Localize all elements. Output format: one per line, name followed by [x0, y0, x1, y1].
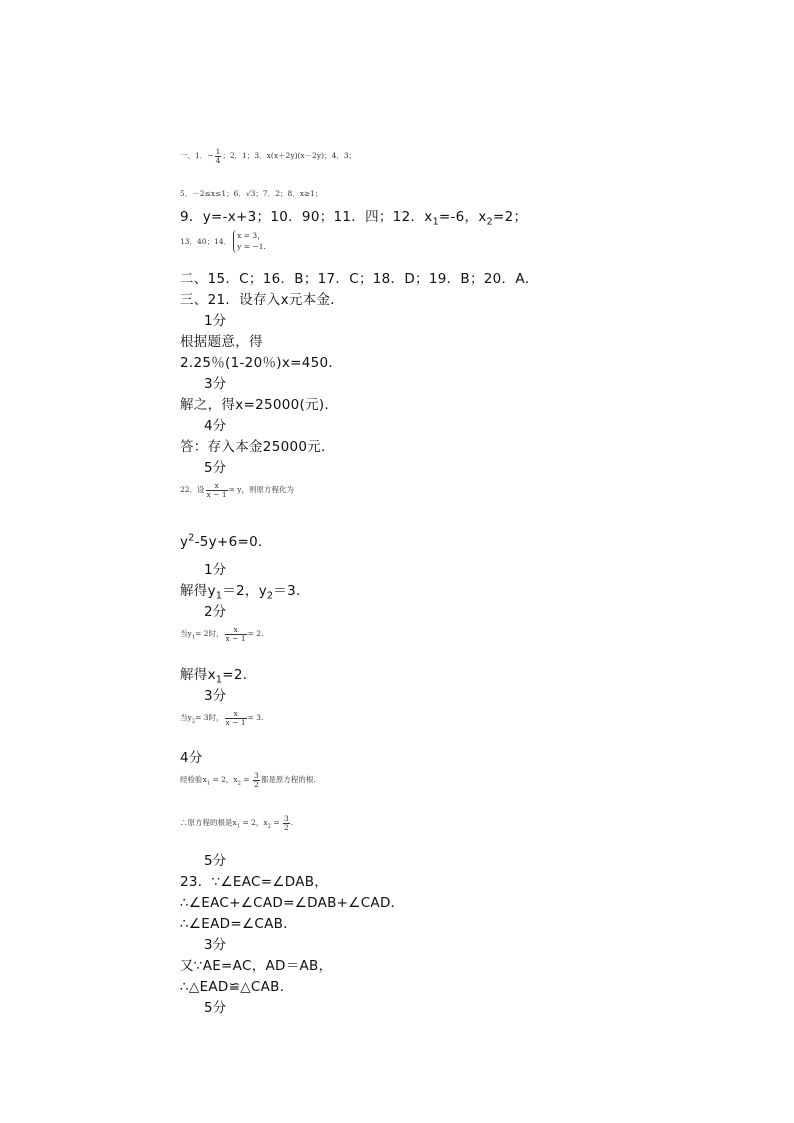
- q21-setup: 三、21．设存入x元本金．: [180, 292, 345, 308]
- numerator: x: [225, 626, 247, 635]
- score-mark: 5分: [204, 853, 227, 869]
- subscript: 1: [432, 216, 439, 228]
- subscript: 1: [215, 674, 223, 686]
- text: ；2．1；3．x(x＋2y)(x－2y)；4．3；: [222, 151, 357, 160]
- subscript: 1: [191, 634, 196, 641]
- subscript: 2: [237, 780, 241, 787]
- superscript: 2: [188, 532, 195, 544]
- q22-substitution: [180, 482, 294, 498]
- denominator: 4: [215, 155, 221, 165]
- denominator: x − 1: [225, 717, 246, 727]
- fraction: [225, 626, 247, 642]
- score-mark: 4分: [180, 750, 203, 766]
- denominator: x − 1: [206, 489, 227, 499]
- numerator: 3: [284, 814, 289, 823]
- text: = 2时，: [195, 629, 224, 638]
- numerator: 1: [215, 147, 221, 156]
- q21-equation: 2.25％(1-20％)x=450．: [180, 355, 343, 371]
- text: 当y: [180, 713, 192, 722]
- numerator: 3: [254, 771, 259, 780]
- q22-roots: [180, 579, 310, 602]
- text: ∴原方程的根是x: [180, 818, 237, 827]
- text: 22．设: [180, 485, 205, 494]
- score-mark: 5分: [204, 1000, 227, 1016]
- q23-conclusion: ∴△EAD≌△CAB．: [180, 979, 294, 995]
- answer-line-5-8: 5．－2≤x≤1；6．√3；7．2；8．x≥1；: [180, 189, 323, 198]
- text: = 2.: [247, 629, 264, 638]
- fraction: [253, 772, 260, 788]
- q23-step-2: ∴∠EAD=∠CAB．: [180, 916, 297, 932]
- q23-step-3: 又∵AE=AC，AD＝AB，: [180, 958, 333, 974]
- text: 都是原方程的根.: [260, 775, 316, 784]
- subscript: 1: [206, 780, 211, 787]
- numerator: x: [206, 482, 228, 491]
- answer-line-9-12: [180, 205, 527, 228]
- score-mark: 3分: [204, 376, 227, 392]
- subscript: 2: [266, 590, 274, 602]
- answer-line-13-14: [180, 230, 266, 253]
- section-2-answers: 二、15．C；16．B；17．C；18．D；19．B；20．A．: [180, 271, 539, 287]
- text: 一、1．: [180, 151, 208, 160]
- text: =2．: [222, 667, 257, 683]
- denominator: 2: [284, 822, 289, 832]
- subscript: 1: [215, 590, 223, 602]
- text: ＝2，y: [222, 583, 267, 599]
- q23-given: 23．∵∠EAC=∠DAB，: [180, 874, 329, 890]
- numerator: x: [225, 710, 247, 719]
- text: = y，则原方程化为: [228, 485, 295, 494]
- score-mark: 1分: [204, 562, 227, 578]
- q22-quadratic: [180, 530, 272, 550]
- subscript: 1: [236, 823, 241, 830]
- q22-solution-1: [180, 663, 257, 686]
- denominator: 2: [254, 779, 259, 789]
- q21-solution: 解之，得x=25000(元)．: [180, 397, 339, 413]
- text: 13．40；14．: [180, 236, 232, 246]
- q22-case-1: [180, 626, 263, 642]
- fraction: [225, 710, 247, 726]
- text: 9．y=-x+3；10．90；11．四；12．x: [180, 209, 433, 225]
- score-mark: 5分: [204, 460, 227, 476]
- answer-line-1-8a: [180, 148, 356, 164]
- q21-step: 根据题意，得: [180, 334, 263, 350]
- text: ＝3．: [273, 583, 310, 599]
- text: 当y: [180, 629, 192, 638]
- equation-row: y = −1.: [237, 242, 266, 252]
- text: 经检验x: [180, 775, 207, 784]
- q21-answer: 答：存入本金25000元．: [180, 439, 335, 455]
- text: y: [180, 534, 189, 550]
- text: = 2，x: [210, 775, 238, 784]
- q22-verification: [180, 772, 316, 788]
- score-mark: 2分: [204, 604, 227, 620]
- subscript: 2: [191, 718, 196, 725]
- text: = 3.: [247, 713, 264, 722]
- text: =: [270, 818, 283, 827]
- subscript: 2: [486, 216, 493, 228]
- text: -5y+6=0．: [194, 534, 272, 550]
- equation-row: x = 3，: [237, 231, 265, 240]
- score-mark: 4分: [204, 418, 227, 434]
- text: =-6，x: [438, 209, 487, 225]
- text: .: [290, 818, 294, 827]
- text: 解得x: [180, 667, 216, 683]
- text: = 3时，: [195, 713, 224, 722]
- score-mark: 3分: [204, 688, 227, 704]
- score-mark: 3分: [204, 937, 227, 953]
- equation-system: [233, 230, 266, 253]
- text: =2；: [492, 209, 528, 225]
- subscript: 2: [267, 823, 271, 830]
- text: =: [240, 775, 253, 784]
- q22-conclusion: [180, 815, 293, 831]
- q22-case-2: [180, 710, 263, 726]
- denominator: x − 1: [225, 633, 246, 643]
- text: = 2，x: [240, 818, 268, 827]
- q23-step-1: ∴∠EAC+∠CAD=∠DAB+∠CAD．: [180, 895, 405, 911]
- fraction: [215, 148, 222, 164]
- text: 解得y: [180, 583, 216, 599]
- fraction: [206, 482, 228, 498]
- fraction: [283, 815, 290, 831]
- score-mark: 1分: [204, 313, 227, 329]
- minus-sign: −: [207, 151, 214, 160]
